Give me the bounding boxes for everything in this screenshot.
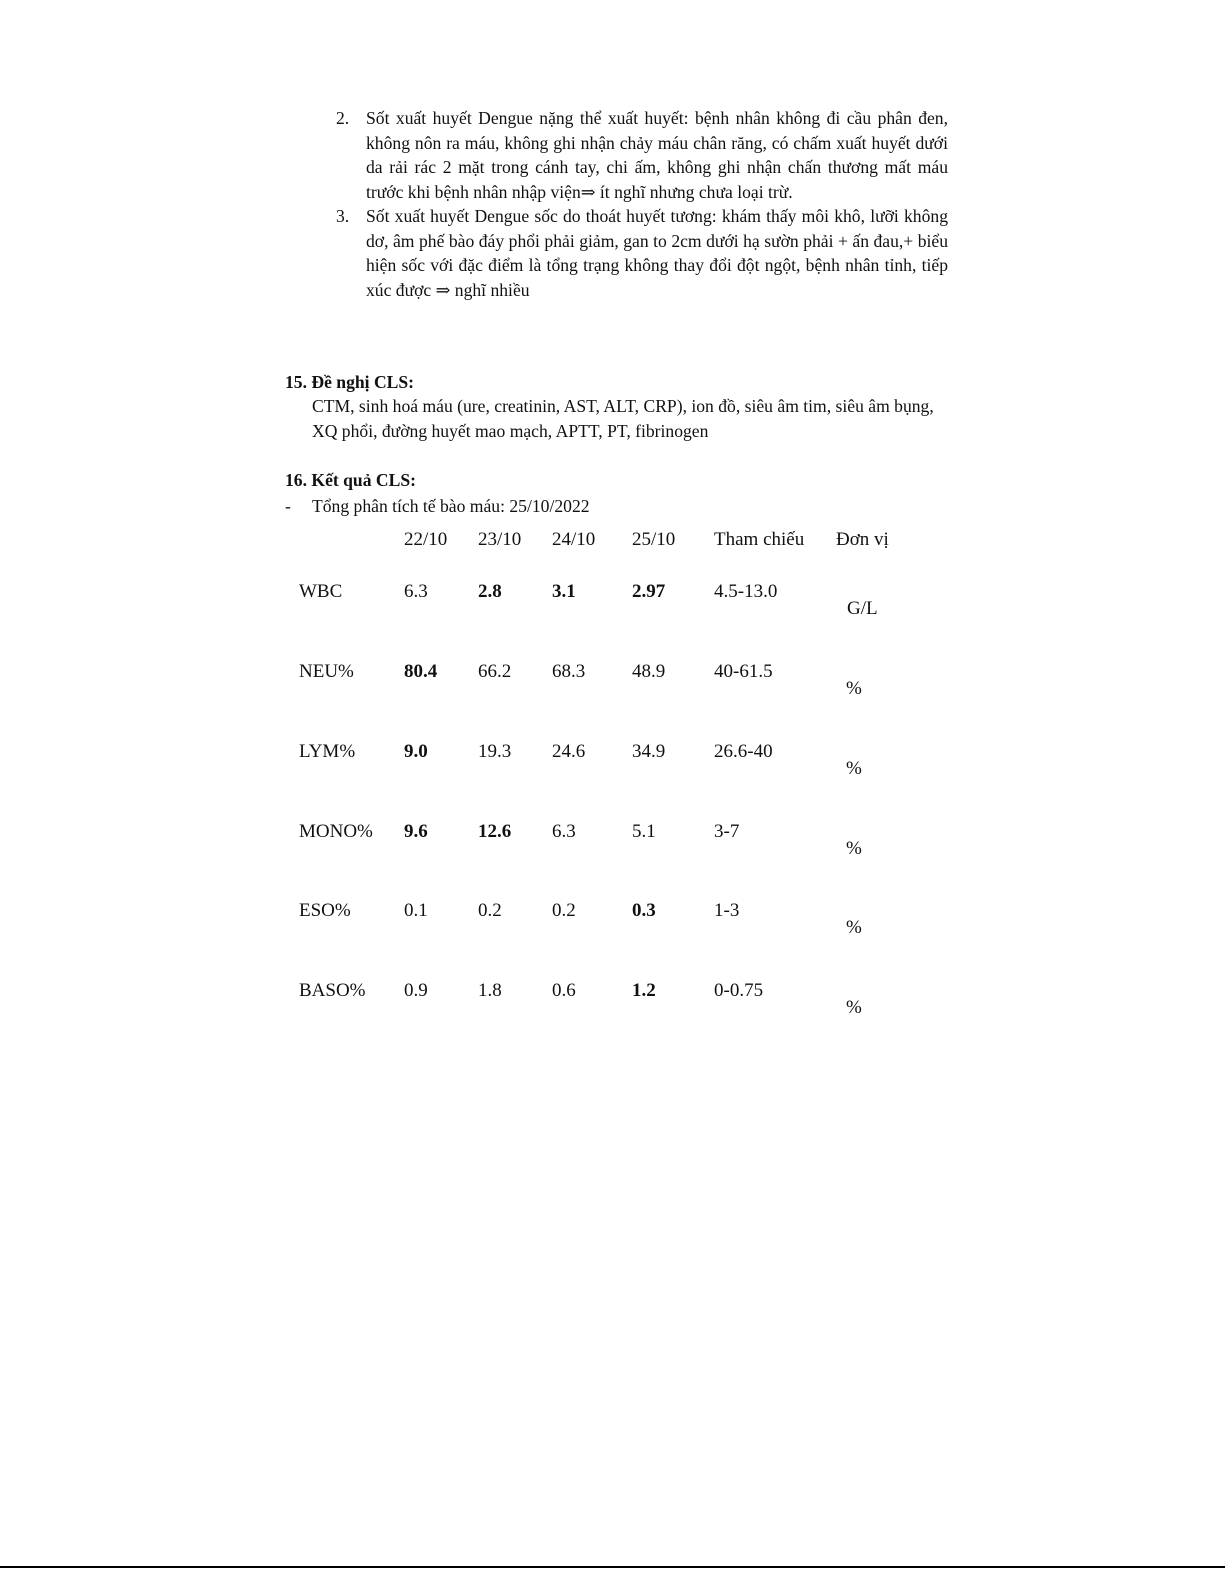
value-cell: 0.9: [404, 980, 428, 1001]
table-header-cell: Đơn vị: [836, 529, 889, 550]
diagnosis-number: 3.: [336, 206, 350, 226]
value-cell: 0.2: [552, 900, 576, 921]
table-header-cell: Tham chiếu: [714, 529, 805, 550]
value-cell: 68.3: [552, 661, 586, 682]
value-cell: 24.6: [552, 741, 586, 762]
table-header-cell: 22/10: [404, 529, 448, 550]
value-cell: 6.3: [404, 581, 428, 602]
value-cell: 6.3: [552, 821, 576, 842]
value-cell: 48.9: [632, 661, 666, 682]
value-cell: 19.3: [478, 741, 512, 762]
value-cell: 1.8: [478, 980, 502, 1001]
value-cell: 1.2: [632, 980, 656, 1001]
unit-cell: %: [846, 917, 862, 938]
reference-cell: 4.5-13.0: [714, 581, 778, 602]
value-cell: 80.4: [404, 661, 438, 682]
page-bottom-rule: [0, 1566, 1225, 1568]
unit-cell: G/L: [847, 598, 878, 619]
value-cell: 2.8: [478, 581, 502, 602]
value-cell: 0.3: [632, 900, 656, 921]
value-cell: 34.9: [632, 741, 666, 762]
table-header-cell: 25/10: [632, 529, 676, 550]
unit-cell: %: [846, 997, 862, 1018]
bullet-dash: -: [285, 496, 291, 516]
reference-cell: 3-7: [714, 821, 740, 842]
value-cell: 12.6: [478, 821, 512, 842]
unit-cell: %: [846, 758, 862, 779]
value-cell: 5.1: [632, 821, 656, 842]
cbc-title: Tổng phân tích tế bào máu: 25/10/2022: [312, 496, 590, 516]
diagnosis-number: 2.: [336, 108, 350, 128]
reference-cell: 0-0.75: [714, 980, 764, 1001]
row-label: BASO%: [299, 980, 366, 1001]
value-cell: 0.6: [552, 980, 576, 1001]
value-cell: 2.97: [632, 581, 666, 602]
diagnosis-text: Sốt xuất huyết Dengue sốc do thoát huyết tương: khám thấy môi khô, lưỡi không dơ, âm phế bào đáy phổi phải giảm, gan to 2cm dưới hạ sườn phải + ấn đau,+ biểu hiện sốc với đặc điểm là tổng trạng không thay đổi đột ngột, bệnh nhân tỉnh, tiếp xúc được ⇒ nghĩ nhiều: [366, 206, 948, 300]
unit-cell: %: [846, 838, 862, 859]
row-label: WBC: [299, 581, 343, 602]
reference-cell: 26.6-40: [714, 741, 773, 762]
reference-cell: 40-61.5: [714, 661, 773, 682]
value-cell: 9.0: [404, 741, 428, 762]
value-cell: 0.1: [404, 900, 428, 921]
value-cell: 3.1: [552, 581, 576, 602]
unit-cell: %: [846, 678, 862, 699]
diagnosis-text: Sốt xuất huyết Dengue nặng thể xuất huyết: bệnh nhân không đi cầu phân đen, không nôn ra máu, không ghi nhận chảy máu chân răng, có chấm xuất huyết dưới da rải rác 2 mặt trong cánh tay, chi ấm, không ghi nhận chấn thương mất máu trước khi bệnh nhân nhập viện⇒ ít nghĩ nhưng chưa loại trừ.: [366, 108, 948, 202]
section-15-body: CTM, sinh hoá máu (ure, creatinin, AST, ALT, CRP), ion đồ, siêu âm tim, siêu âm bụng, XQ phổi, đường huyết mao mạch, APTT, PT, fibrinogen: [312, 396, 934, 441]
table-header-cell: 23/10: [478, 529, 522, 550]
row-label: NEU%: [299, 661, 354, 682]
table-header-cell: 24/10: [552, 529, 596, 550]
row-label: LYM%: [299, 741, 356, 762]
row-label: MONO%: [299, 821, 373, 842]
section-16-heading: 16. Kết quả CLS:: [285, 470, 416, 490]
row-label: ESO%: [299, 900, 351, 921]
value-cell: 66.2: [478, 661, 512, 682]
value-cell: 9.6: [404, 821, 428, 842]
section-15-heading: 15. Đề nghị CLS:: [285, 372, 415, 392]
reference-cell: 1-3: [714, 900, 740, 921]
value-cell: 0.2: [478, 900, 502, 921]
